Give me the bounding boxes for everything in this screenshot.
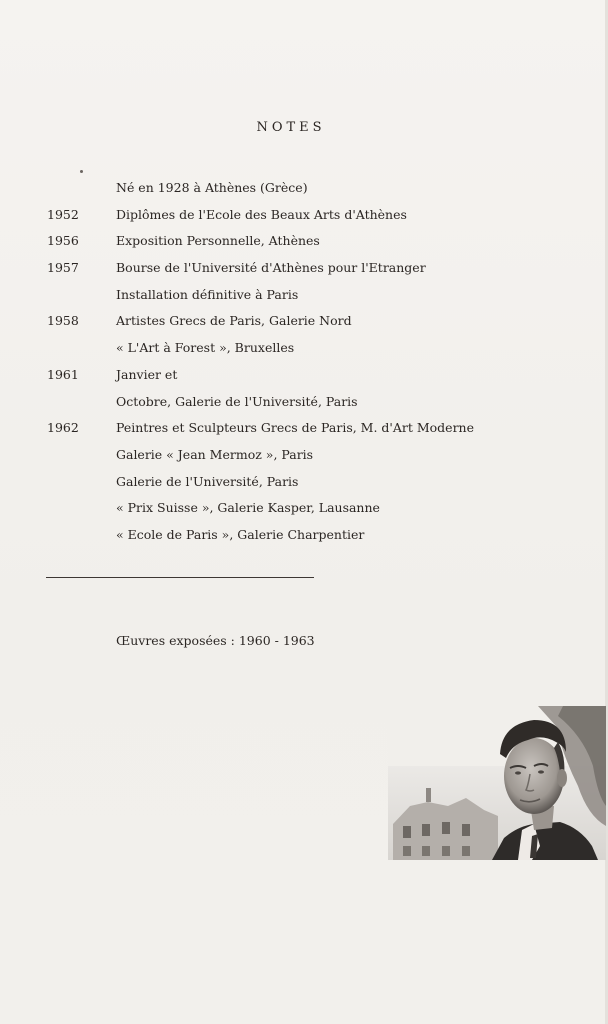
chronology-row: [0, 498, 560, 525]
chronology-row: [0, 258, 560, 285]
ink-dot: [80, 170, 83, 173]
chronology-row: [0, 178, 560, 205]
entry-text: Galerie de l'Université, Paris: [116, 473, 299, 489]
entry-text: « L'Art à Forest », Bruxelles: [116, 340, 295, 356]
chronology-row: [0, 445, 560, 472]
entry-text: Exposition Personnelle, Athènes: [116, 233, 320, 249]
chronology-list: [0, 178, 560, 552]
page-title: NOTES: [256, 120, 326, 135]
entry-text: « Ecole de Paris », Galerie Charpentier: [116, 526, 365, 542]
entry-text: Galerie « Jean Mermoz », Paris: [116, 446, 314, 462]
entry-text: Peintres et Sculpteurs Grecs de Paris, M. d'Art Moderne: [116, 420, 475, 436]
entry-text: Janvier et: [116, 366, 178, 382]
entry-year: 1962: [47, 420, 79, 436]
works-exhibited-line: Œuvres exposées : 1960 - 1963: [116, 633, 315, 648]
entry-text: « Prix Suisse », Galerie Kasper, Lausanne: [116, 500, 380, 516]
portrait-illustration: [388, 706, 606, 860]
chronology-row: [0, 472, 560, 499]
entry-year: 1952: [47, 206, 79, 222]
entry-year: 1956: [47, 233, 79, 249]
entry-year: 1958: [47, 313, 79, 329]
chronology-row: [0, 205, 560, 232]
portrait-photo: [388, 706, 606, 860]
chronology-row: [0, 392, 560, 419]
entry-text: Diplômes de l'Ecole des Beaux Arts d'Athènes: [116, 206, 407, 222]
chronology-row: [0, 231, 560, 258]
entry-text: Installation définitive à Paris: [116, 286, 299, 302]
chronology-row: [0, 285, 560, 312]
chronology-row: [0, 311, 560, 338]
divider-rule: [46, 577, 314, 578]
entry-text: Né en 1928 à Athènes (Grèce): [116, 180, 308, 195]
entry-text: Artistes Grecs de Paris, Galerie Nord: [116, 313, 352, 329]
entry-text: Octobre, Galerie de l'Université, Paris: [116, 393, 358, 409]
chronology-row: [0, 418, 560, 445]
chronology-row: [0, 365, 560, 392]
chronology-row: [0, 338, 560, 365]
entry-year: 1957: [47, 260, 79, 276]
entry-text: Bourse de l'Université d'Athènes pour l'Etranger: [116, 260, 426, 276]
chronology-row: [0, 525, 560, 552]
entry-year: 1961: [47, 366, 79, 382]
